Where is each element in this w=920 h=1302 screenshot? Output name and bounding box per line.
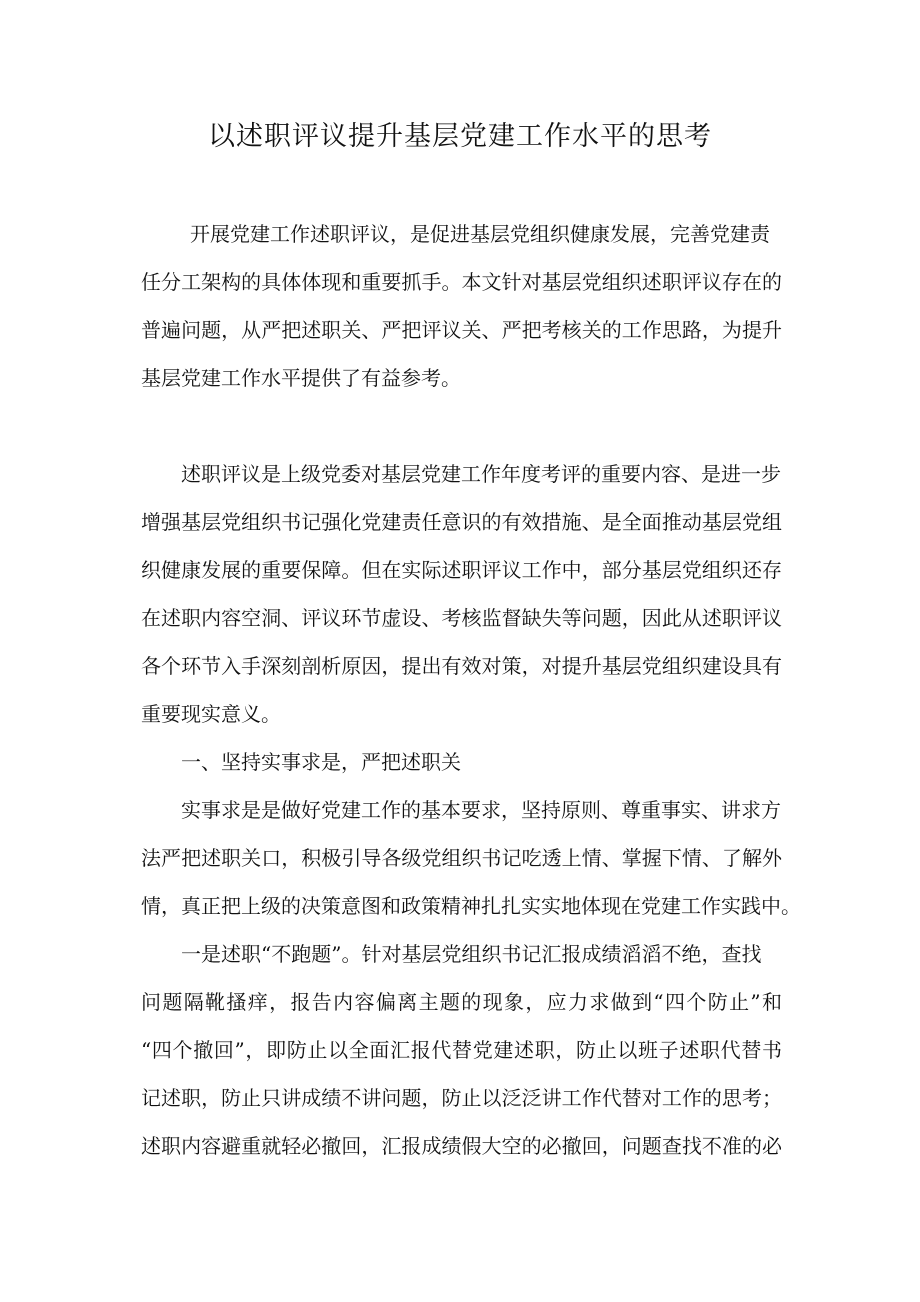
intro-line: 织健康发展的重要保障。但在实际述职评议工作中，部分基层党组织还存 xyxy=(141,558,782,582)
point-paragraph-line: 述职内容避重就轻必撤回，汇报成绩假大空的必撤回，问题查找不准的必 xyxy=(141,1134,782,1158)
section-heading: 一、坚持实事求是，严把述职关 xyxy=(181,750,461,774)
point-paragraph-line: 记述职，防止只讲成绩不讲问题，防止以泛泛讲工作代替对工作的思考； xyxy=(141,1086,782,1110)
intro-line: 重要现实意义。 xyxy=(141,702,281,726)
intro-line: 在述职内容空洞、评议环节虚设、考核监督缺失等问题，因此从述职评议 xyxy=(141,606,782,630)
abstract-line: 普遍问题，从严把述职关、严把评议关、严把考核关的工作思路，为提升 xyxy=(141,318,782,342)
intro-line: 增强基层党组织书记强化党建责任意识的有效措施、是全面推动基层党组 xyxy=(141,510,782,534)
abstract-line: 开展党建工作述职评议，是促进基层党组织健康发展，完善党建责 xyxy=(190,222,770,246)
intro-line: 各个环节入手深刻剖析原因，提出有效对策，对提升基层党组织建设具有 xyxy=(141,654,782,678)
point-paragraph-line: 问题隔靴搔痒，报告内容偏离主题的现象，应力求做到“四个防止”和 xyxy=(141,990,782,1014)
point-paragraph-line: 一是述职“不跑题”。针对基层党组织书记汇报成绩滔滔不绝，查找 xyxy=(181,942,762,966)
section-paragraph-line: 实事求是是做好党建工作的基本要求，坚持原则、尊重事实、讲求方 xyxy=(181,798,781,822)
abstract-line: 任分工架构的具体体现和重要抓手。本文针对基层党组织述职评议存在的 xyxy=(141,270,782,294)
document-title: 以述职评议提升基层党建工作水平的思考 xyxy=(208,121,712,152)
intro-line: 述职评议是上级党委对基层党建工作年度考评的重要内容、是进一步 xyxy=(181,462,781,486)
point-paragraph-line: “四个撤回”，即防止以全面汇报代替党建述职，防止以班子述职代替书 xyxy=(141,1038,782,1062)
section-paragraph-line: 法严把述职关口，积极引导各级党组织书记吃透上情、掌握下情、了解外 xyxy=(141,846,782,870)
section-paragraph-line: 情，真正把上级的决策意图和政策精神扎扎实实地体现在党建工作实践中。 xyxy=(141,894,801,918)
abstract-line: 基层党建工作水平提供了有益参考。 xyxy=(141,366,461,390)
